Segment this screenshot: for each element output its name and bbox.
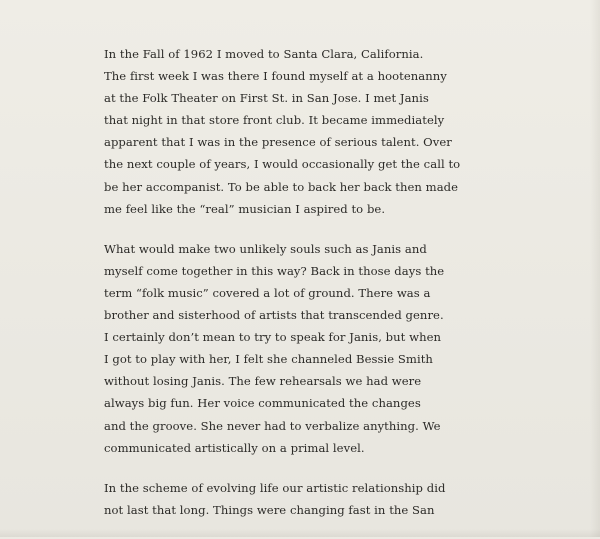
- text-line: communicated artistically on a primal level.: [104, 440, 365, 455]
- page-edge-shadow: [590, 0, 600, 537]
- text-line: that night in that store front club. It became immediately: [104, 113, 445, 128]
- paragraph-1: [104, 43, 574, 220]
- text-line: be her accompanist. To be able to back her back then made: [104, 179, 459, 194]
- page-edge-shadow: [0, 529, 600, 537]
- text-line: at the Folk Theater on First St. in San Jose. I met Janis: [104, 91, 429, 106]
- text-line: brother and sisterhood of artists that transcended genre.: [104, 308, 444, 323]
- text-line: always big fun. Her voice communicated the changes: [104, 396, 421, 411]
- text-line: What would make two unlikely souls such as Janis and: [104, 241, 427, 256]
- text-line: me feel like the “real” musician I aspired to be.: [104, 201, 386, 216]
- text-line: term “folk music” covered a lot of ground. There was a: [104, 285, 431, 300]
- text-line: The first week I was there I found myself at a hootenanny: [104, 69, 447, 84]
- text-line: In the Fall of 1962 I moved to Santa Clara, California.: [104, 47, 424, 61]
- text-line: In the scheme of evolving life our artistic relationship did: [104, 480, 446, 495]
- paragraph-3: [104, 477, 574, 521]
- text-line: I got to play with her, I felt she channeled Bessie Smith: [104, 352, 433, 367]
- text-line: without losing Janis. The few rehearsals we had were: [104, 374, 422, 389]
- text-line: I certainly don’t mean to try to speak for Janis, but when: [104, 330, 442, 345]
- text-line: the next couple of years, I would occasionally get the call to: [104, 157, 461, 172]
- text-block: [104, 43, 574, 539]
- paragraph-2: [104, 238, 574, 459]
- text-line: and the groove. She never had to verbalize anything. We: [104, 418, 441, 433]
- text-line: not last that long. Things were changing fast in the San: [104, 502, 435, 517]
- text-line: apparent that I was in the presence of serious talent. Over: [104, 135, 452, 150]
- text-line: myself come together in this way? Back in those days the: [104, 263, 445, 278]
